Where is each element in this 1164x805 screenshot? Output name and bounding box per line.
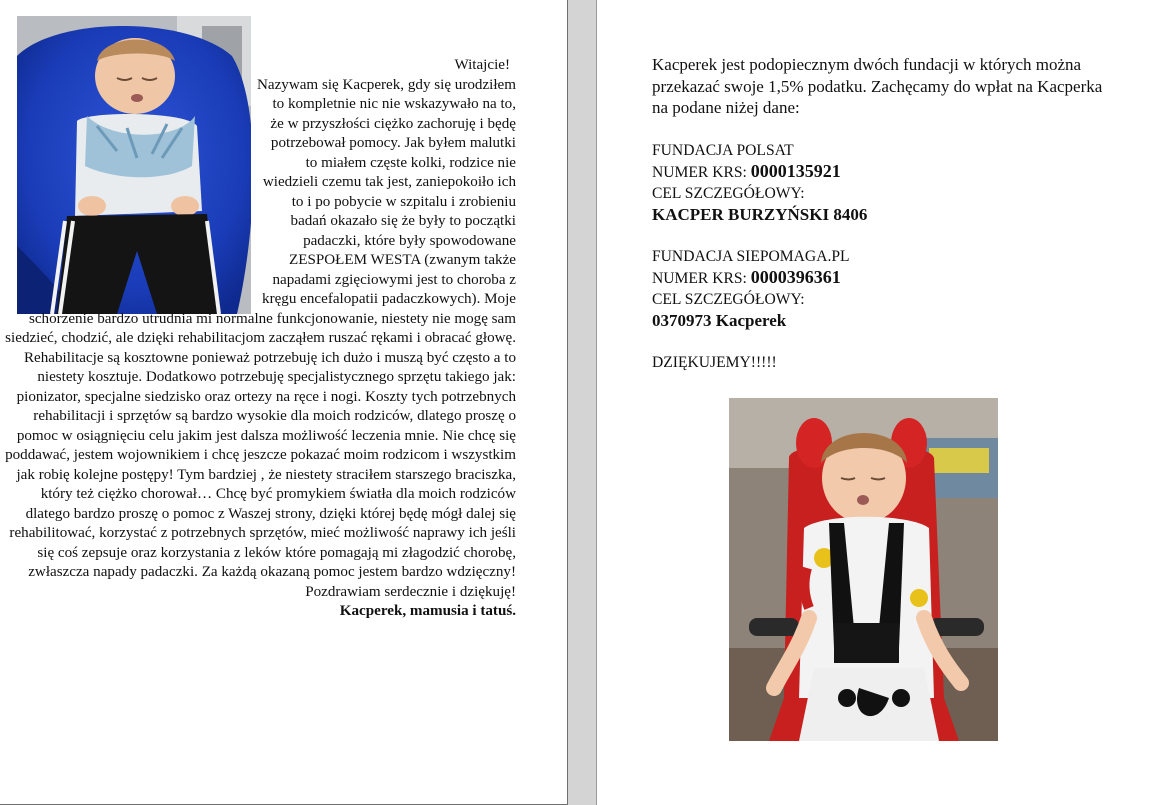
document-page-right — [596, 0, 1164, 805]
letter-text — [0, 0, 516, 622]
document-page-left — [0, 0, 568, 805]
krs-line: NUMER KRS: 0000396361 — [652, 266, 841, 287]
cel-value: 0370973 Kacperek — [652, 310, 787, 330]
greeting-line: Witajcie! — [454, 57, 510, 73]
krs-number: 0000135921 — [750, 160, 841, 181]
krs-number: 0000396361 — [750, 266, 841, 287]
cel-label: CEL SZCZEGÓŁOWY: — [652, 184, 805, 202]
foundation-block-siepomaga — [652, 246, 1112, 331]
donation-info — [652, 54, 1112, 373]
letter-body: Nazywam się Kacperek, gdy się urodziłem to kompletnie nic nie wskazywało na to, że w przyszłości ciężko zachoruję i będę potrzebował pomocy. Jak byłem malutki to miałem częste kolki, rodzice nie wiedzieli czemu tak jest, zaniepokoiło ich to i po pobycie w szpitalu i zrobieniu badań okazało się że były to początki padaczki, które były spowodowane ZESPOŁEM WESTA (zwanym także napadami zgięciowymi jest to choroba z kręgu encefalopatii padaczkowych). Moje schorzenie bardzo utrudnia mi normalne funkcjonowanie, niestety nie mogę sam siedzieć, chodzić, ale dzięki rehabilitacjom zacząłem ruszać rękami i obracać głowę. Rehabilitacje są kosztowne ponieważ potrzebuję ich dużo i muszą być często a to niestety kosztuje. Dodatkowo potrzebuję specjalistycznego sprzętu takiego jak: pionizator, specjalne siedzisko oraz ortezy na ręce i nogi. Koszty tych potrzebnych rehabilitacji i sprzętów są bardzo wysokie dla moich rodziców, dlatego proszę o pomoc w osiągnięciu celu jakim jest dalsza możliwość leczenia mnie. Nie chcę się poddawać, jestem wojownikiem i chcę jeszcze pokazać moim rodzicom i wszystkim jak robię kolejne postępy! Tym bardziej , że niestety straciłem starszego braciszka, który też ciężko chorował… Chcę być promykiem światła dla moich rodziców dlatego bardzo proszę o pomoc z Waszej strony, dzięki której będę mógł dalej się rehabilitować, korzystać z potrzebnych sprzętów, mieć możliwość naprawy ich jeśli się coś zepsuje oraz korzystania z leków które pomagają mi złagodzić chorobę, zwłaszcza napady padaczki. Za każdą okazaną pomoc jestem bardzo wdzięczny! — [5, 76, 516, 580]
intro-paragraph: Kacperek jest podopiecznym dwóch fundacji w których można przekazać swoje 1,5% podatku. Zachęcamy do wpłat na Kacperka na podane niżej dane: — [652, 55, 1103, 117]
cel-value: KACPER BURZYŃSKI 8406 — [652, 204, 868, 224]
foundation-name: FUNDACJA POLSAT — [652, 141, 794, 159]
child-photo-red-chair — [729, 398, 998, 741]
cel-label: CEL SZCZEGÓŁOWY: — [652, 290, 805, 308]
foundation-name: FUNDACJA SIEPOMAGA.PL — [652, 247, 850, 265]
signature: Kacperek, mamusia i tatuś. — [339, 603, 516, 619]
closing-line: Pozdrawiam serdecznie i dziękuję! — [305, 583, 516, 600]
foundation-block-polsat — [652, 140, 1112, 225]
thanks-line: DZIĘKUJEMY!!!!! — [652, 353, 777, 371]
krs-line: NUMER KRS: 0000135921 — [652, 160, 841, 181]
